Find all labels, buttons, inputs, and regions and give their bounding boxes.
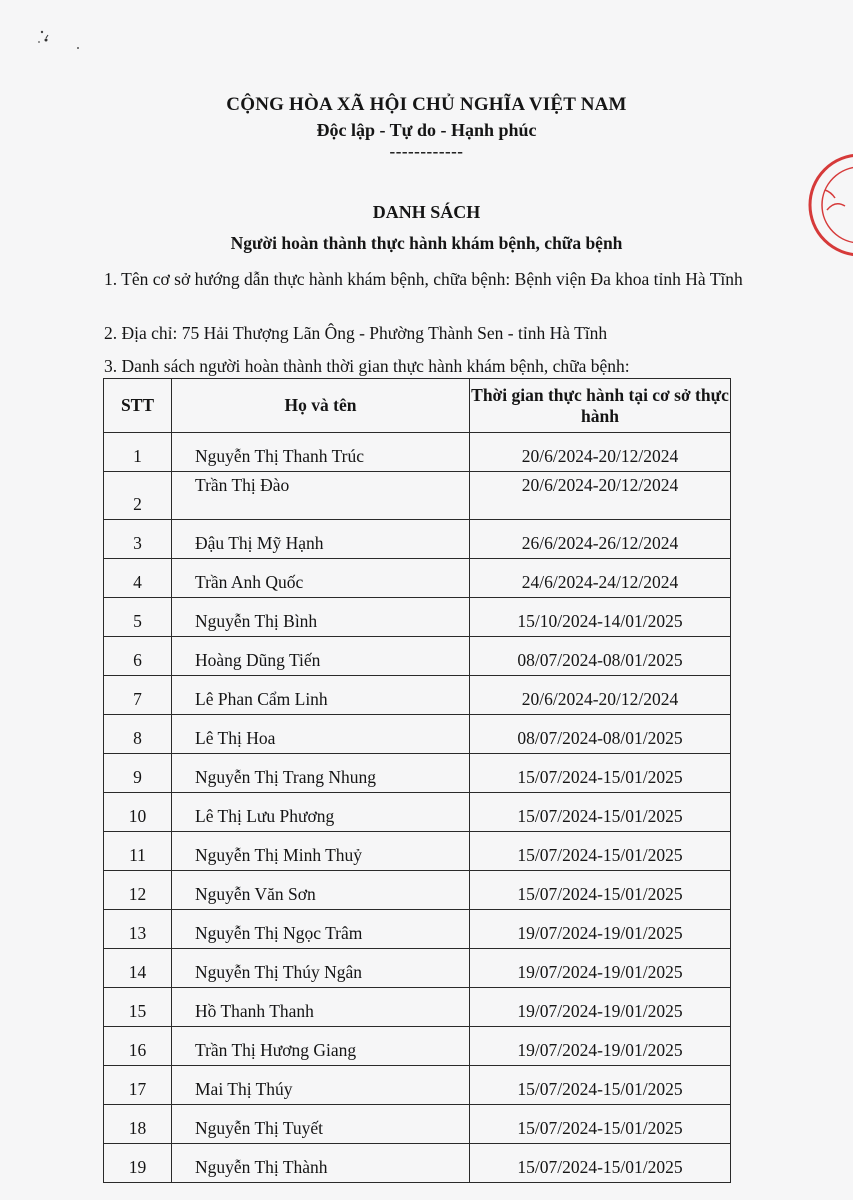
row-name: Trần Anh Quốc — [172, 559, 470, 598]
row-stt: 10 — [104, 793, 172, 832]
row-time: 15/07/2024-15/01/2025 — [470, 871, 731, 910]
column-header-stt: STT — [104, 379, 172, 433]
row-name: Nguyễn Thị Thanh Trúc — [172, 433, 470, 472]
row-stt: 12 — [104, 871, 172, 910]
row-name: Nguyễn Văn Sơn — [172, 871, 470, 910]
row-name: Đậu Thị Mỹ Hạnh — [172, 520, 470, 559]
row-time: 20/6/2024-20/12/2024 — [470, 433, 731, 472]
row-name: Nguyễn Thị Trang Nhung — [172, 754, 470, 793]
motto: Độc lập - Tự do - Hạnh phúc — [316, 120, 537, 140]
row-name: Lê Thị Lưu Phương — [172, 793, 470, 832]
row-time: 08/07/2024-08/01/2025 — [470, 637, 731, 676]
row-time: 20/6/2024-20/12/2024 — [470, 676, 731, 715]
table-row — [104, 793, 731, 832]
address-paragraph: 2. Địa chỉ: 75 Hải Thượng Lãn Ông - Phường Thành Sen - tỉnh Hà Tĩnh — [104, 323, 608, 343]
row-stt: 4 — [104, 559, 172, 598]
table-row — [104, 676, 731, 715]
table-row — [104, 715, 731, 754]
row-name: Nguyễn Thị Ngọc Trâm — [172, 910, 470, 949]
row-time: 19/07/2024-19/01/2025 — [470, 1027, 731, 1066]
table-row — [104, 472, 731, 520]
row-stt: 1 — [104, 433, 172, 472]
row-stt: 11 — [104, 832, 172, 871]
table-row — [104, 637, 731, 676]
row-time: 15/10/2024-14/01/2025 — [470, 598, 731, 637]
row-time: 19/07/2024-19/01/2025 — [470, 910, 731, 949]
table-row — [104, 988, 731, 1027]
facility-paragraph: 1. Tên cơ sở hướng dẫn thực hành khám bệnh, chữa bệnh: Bệnh viện Đa khoa tỉnh Hà Tĩnh — [104, 269, 743, 289]
row-stt: 8 — [104, 715, 172, 754]
row-time: 20/6/2024-20/12/2024 — [470, 472, 731, 520]
table-body — [104, 433, 731, 1183]
table-row — [104, 598, 731, 637]
row-name: Nguyễn Thị Thúy Ngân — [172, 949, 470, 988]
column-header-name: Họ và tên — [172, 379, 470, 433]
table-row — [104, 832, 731, 871]
row-time: 08/07/2024-08/01/2025 — [470, 715, 731, 754]
table-row — [104, 559, 731, 598]
header-divider: ------------ — [389, 142, 464, 161]
row-name: Mai Thị Thúy — [172, 1066, 470, 1105]
row-stt: 18 — [104, 1105, 172, 1144]
row-stt: 15 — [104, 988, 172, 1027]
row-time: 24/6/2024-24/12/2024 — [470, 559, 731, 598]
row-time: 15/07/2024-15/01/2025 — [470, 1105, 731, 1144]
row-name: Trần Thị Đào — [172, 472, 470, 520]
table-row — [104, 1105, 731, 1144]
table-row — [104, 949, 731, 988]
row-time: 15/07/2024-15/01/2025 — [470, 832, 731, 871]
table-row — [104, 754, 731, 793]
row-time: 19/07/2024-19/01/2025 — [470, 988, 731, 1027]
row-name: Hoàng Dũng Tiến — [172, 637, 470, 676]
row-name: Nguyễn Thị Thành — [172, 1144, 470, 1183]
row-name: Trần Thị Hương Giang — [172, 1027, 470, 1066]
row-stt: 14 — [104, 949, 172, 988]
document-subtitle: Người hoàn thành thực hành khám bệnh, chữa bệnh — [230, 233, 623, 253]
row-name: Nguyễn Thị Tuyết — [172, 1105, 470, 1144]
practitioner-table — [103, 378, 731, 1183]
row-time: 15/07/2024-15/01/2025 — [470, 1066, 731, 1105]
row-stt: 16 — [104, 1027, 172, 1066]
row-name: Lê Thị Hoa — [172, 715, 470, 754]
table-header-row — [104, 379, 731, 433]
row-name: Lê Phan Cẩm Linh — [172, 676, 470, 715]
row-stt: 5 — [104, 598, 172, 637]
row-name: Hồ Thanh Thanh — [172, 988, 470, 1027]
row-stt: 7 — [104, 676, 172, 715]
table-row — [104, 1066, 731, 1105]
row-time: 26/6/2024-26/12/2024 — [470, 520, 731, 559]
table-row — [104, 1027, 731, 1066]
row-time: 15/07/2024-15/01/2025 — [470, 754, 731, 793]
row-stt: 9 — [104, 754, 172, 793]
row-time: 15/07/2024-15/01/2025 — [470, 1144, 731, 1183]
row-stt: 3 — [104, 520, 172, 559]
row-name: Nguyễn Thị Minh Thuỷ — [172, 832, 470, 871]
row-stt: 13 — [104, 910, 172, 949]
row-name: Nguyễn Thị Bình — [172, 598, 470, 637]
row-stt: 17 — [104, 1066, 172, 1105]
row-stt: 6 — [104, 637, 172, 676]
scan-specks — [34, 18, 94, 54]
table-row — [104, 433, 731, 472]
document-title: DANH SÁCH — [372, 202, 481, 222]
row-time: 15/07/2024-15/01/2025 — [470, 793, 731, 832]
table-row — [104, 1144, 731, 1183]
row-time: 19/07/2024-19/01/2025 — [470, 949, 731, 988]
row-stt: 2 — [104, 472, 172, 520]
list-intro-paragraph: 3. Danh sách người hoàn thành thời gian thực hành khám bệnh, chữa bệnh: — [104, 356, 630, 376]
table-row — [104, 871, 731, 910]
row-stt: 19 — [104, 1144, 172, 1183]
table-row — [104, 910, 731, 949]
table-row — [104, 520, 731, 559]
nation-title: CỘNG HÒA XÃ HỘI CHỦ NGHĨA VIỆT NAM — [226, 94, 627, 115]
column-header-time: Thời gian thực hành tại cơ sở thực hành — [470, 379, 731, 433]
